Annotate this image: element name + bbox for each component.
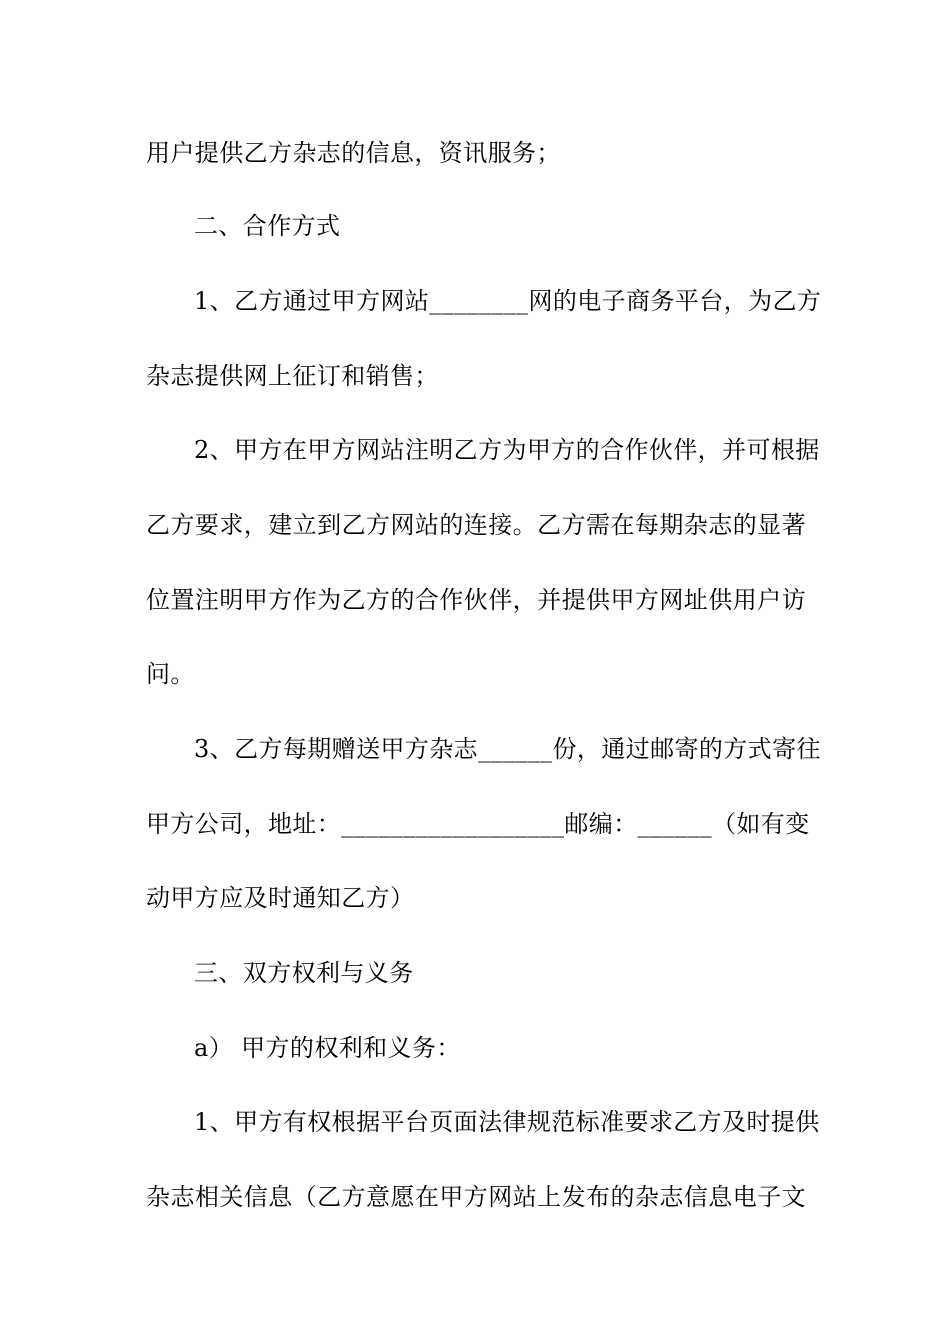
- text-line-14: 1、甲方有权根据平台页面法律规范标准要求乙方及时提供: [194, 1108, 820, 1136]
- text-line-5: 2、甲方在甲方网站注明乙方为甲方的合作伙伴，并可根据: [194, 436, 820, 464]
- text-line-11: 动甲方应及时通知乙方）: [146, 884, 415, 912]
- text-line-3: 1、乙方通过甲方网站________网的电子商务平台，为乙方: [194, 287, 822, 315]
- text-line-6: 乙方要求，建立到乙方网站的连接。乙方需在每期杂志的显著: [146, 511, 806, 539]
- text-line-7: 位置注明甲方作为乙方的合作伙伴，并提供甲方网址供用户访: [146, 586, 806, 614]
- section-heading-rights: 三、双方权利与义务: [194, 959, 414, 987]
- text-line-10: 甲方公司，地址：__________________邮编：______（如有变: [146, 810, 810, 838]
- text-line-15: 杂志相关信息（乙方意愿在甲方网站上发布的杂志信息电子文: [146, 1183, 806, 1211]
- text-line-8: 问。: [146, 660, 195, 688]
- text-line-9: 3、乙方每期赠送甲方杂志______份，通过邮寄的方式寄往: [194, 735, 821, 763]
- text-line-4: 杂志提供网上征订和销售；: [146, 362, 439, 390]
- text-line-1: 用户提供乙方杂志的信息，资讯服务；: [146, 139, 561, 167]
- subsection-heading-party-a: a） 甲方的权利和义务：: [194, 1034, 461, 1062]
- section-heading-cooperation: 二、合作方式: [194, 212, 341, 240]
